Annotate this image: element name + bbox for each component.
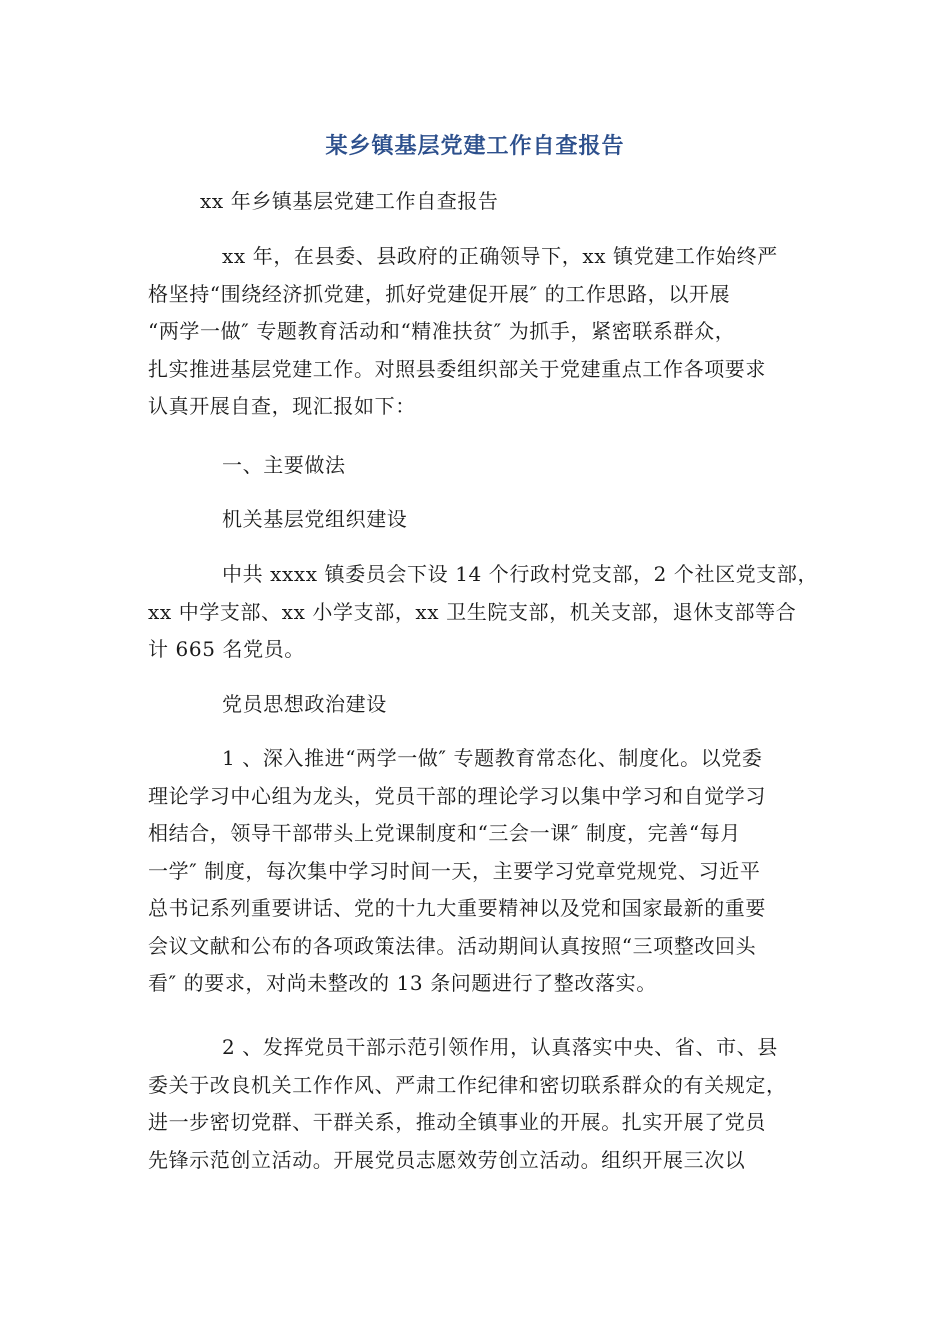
section-heading: 一、主要做法	[222, 453, 346, 477]
paragraph-line: 计 665 名党员。	[148, 637, 305, 661]
intro-line: “两学一做″ 专题教育活动和“精准扶贫″ 为抓手，紧密联系群众，	[148, 319, 736, 343]
paragraph-line: 中共 xxxx 镇委员会下设 14 个行政村党支部，2 个社区党支部，	[222, 562, 819, 586]
paragraph-line: 看″ 的要求，对尚未整改的 13 条问题进行了整改落实。	[148, 971, 657, 995]
subsection-heading: 党员思想政治建设	[222, 692, 387, 716]
paragraph-line: 一学″ 制度，每次集中学习时间一天，主要学习党章党规党、习近平	[148, 859, 761, 883]
paragraph-line: 2 、发挥党员干部示范引领作用，认真落实中央、省、市、县	[222, 1035, 778, 1059]
paragraph-line: 委关于改良机关工作作风、严肃工作纪律和密切联系群众的有关规定，	[148, 1073, 787, 1097]
paragraph-line: 先锋示范创立活动。开展党员志愿效劳创立活动。组织开展三次以	[148, 1148, 746, 1172]
intro-line: xx 年，在县委、县政府的正确领导下，xx 镇党建工作始终严	[222, 244, 778, 268]
paragraph-line: 理论学习中心组为龙头，党员干部的理论学习以集中学习和自觉学习	[148, 784, 766, 808]
paragraph-line: 1 、深入推进“两学一做″ 专题教育常态化、制度化。以党委	[222, 746, 763, 770]
document-title: 某乡镇基层党建工作自查报告	[325, 134, 625, 159]
paragraph-line: 总书记系列重要讲话、党的十九大重要精神以及党和国家最新的重要	[148, 896, 766, 920]
document-subtitle: xx 年乡镇基层党建工作自查报告	[200, 189, 499, 213]
intro-line: 扎实推进基层党建工作。对照县委组织部关于党建重点工作各项要求	[148, 357, 766, 381]
intro-line: 认真开展自查，现汇报如下：	[148, 394, 416, 418]
paragraph-line: xx 中学支部、xx 小学支部，xx 卫生院支部，机关支部，退休支部等合	[148, 600, 797, 624]
paragraph-line: 进一步密切党群、干群关系，推动全镇事业的开展。扎实开展了党员	[148, 1110, 766, 1134]
paragraph-line: 会议文献和公布的各项政策法律。活动期间认真按照“三项整改回头	[148, 934, 757, 958]
paragraph-line: 相结合，领导干部带头上党课制度和“三会一课″ 制度，完善“每月	[148, 821, 741, 845]
subsection-heading: 机关基层党组织建设	[222, 507, 408, 531]
intro-line: 格坚持“围绕经济抓党建，抓好党建促开展″ 的工作思路，以开展	[148, 282, 731, 306]
